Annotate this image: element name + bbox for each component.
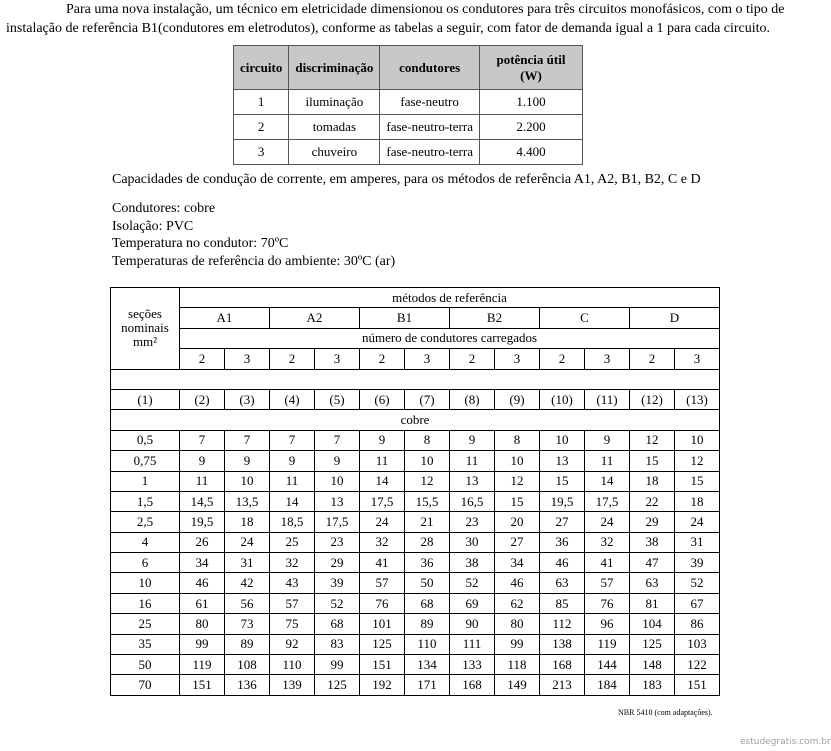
condition-condutores: Condutores: cobre bbox=[112, 201, 216, 216]
capacity-cell: 10 bbox=[675, 430, 720, 450]
capacity-cell: 9 bbox=[360, 430, 405, 450]
header-potencia: potência útil (W) bbox=[479, 46, 582, 90]
cell: iluminação bbox=[289, 90, 380, 115]
capacity-cell: 28 bbox=[405, 532, 450, 552]
capacity-cell: 26 bbox=[180, 532, 225, 552]
method-b2: B2 bbox=[450, 308, 540, 328]
capacity-cell: 11 bbox=[270, 471, 315, 491]
capacity-cell: 171 bbox=[405, 675, 450, 695]
method-a1: A1 bbox=[180, 308, 270, 328]
capacity-cell: 18 bbox=[630, 471, 675, 491]
capacity-cell: 39 bbox=[675, 553, 720, 573]
capacity-cell: 52 bbox=[450, 573, 495, 593]
method-a2: A2 bbox=[270, 308, 360, 328]
capacity-cell: 15 bbox=[630, 451, 675, 471]
capacity-cell: 30 bbox=[450, 532, 495, 552]
watermark: estudegratis.com.br bbox=[740, 737, 831, 747]
capacity-cell: 63 bbox=[540, 573, 585, 593]
header-discriminacao: discriminação bbox=[289, 46, 380, 90]
column-number-cell: (6) bbox=[360, 389, 405, 409]
section-cell: 0,5 bbox=[111, 430, 180, 450]
capacity-cell: 15 bbox=[540, 471, 585, 491]
capacity-cell: 46 bbox=[180, 573, 225, 593]
capacity-cell: 99 bbox=[315, 655, 360, 675]
loaded-count-cell: 2 bbox=[630, 349, 675, 369]
capacity-cell: 80 bbox=[180, 614, 225, 634]
capacity-cell: 86 bbox=[675, 614, 720, 634]
table-row bbox=[111, 553, 720, 573]
table-row bbox=[111, 430, 720, 450]
capacity-cell: 36 bbox=[540, 532, 585, 552]
column-number-cell: (1) bbox=[111, 389, 180, 409]
loaded-count-cell: 3 bbox=[405, 349, 450, 369]
cell: fase-neutro-terra bbox=[380, 140, 480, 165]
capacity-cell: 12 bbox=[675, 451, 720, 471]
capacity-cell: 184 bbox=[585, 675, 630, 695]
column-number-cell: (11) bbox=[585, 389, 630, 409]
table-row bbox=[111, 512, 720, 532]
capacity-cell: 39 bbox=[315, 573, 360, 593]
capacity-cell: 17,5 bbox=[360, 491, 405, 511]
material-label: cobre bbox=[111, 410, 720, 430]
blank-cell bbox=[111, 369, 720, 389]
capacity-cell: 8 bbox=[405, 430, 450, 450]
capacity-cell: 192 bbox=[360, 675, 405, 695]
capacity-cell: 56 bbox=[225, 593, 270, 613]
capacity-cell: 32 bbox=[360, 532, 405, 552]
capacity-caption: Capacidades de condução de corrente, em amperes, para os métodos de referência A1, A2, B1, B2, C e D bbox=[112, 172, 701, 187]
capacity-cell: 9 bbox=[315, 451, 360, 471]
methods-header: métodos de referência bbox=[180, 288, 720, 308]
capacity-cell: 43 bbox=[270, 573, 315, 593]
capacity-cell: 68 bbox=[315, 614, 360, 634]
capacity-cell: 17,5 bbox=[315, 512, 360, 532]
column-number-cell: (4) bbox=[270, 389, 315, 409]
capacity-cell: 136 bbox=[225, 675, 270, 695]
cell: chuveiro bbox=[289, 140, 380, 165]
capacity-cell: 16,5 bbox=[450, 491, 495, 511]
capacity-cell: 151 bbox=[180, 675, 225, 695]
capacity-cell: 38 bbox=[630, 532, 675, 552]
cell: 1.100 bbox=[479, 90, 582, 115]
capacity-cell: 151 bbox=[360, 655, 405, 675]
cell: 1 bbox=[234, 90, 289, 115]
capacity-cell: 73 bbox=[225, 614, 270, 634]
capacity-cell: 75 bbox=[270, 614, 315, 634]
column-number-cell: (8) bbox=[450, 389, 495, 409]
capacity-cell: 50 bbox=[405, 573, 450, 593]
capacity-cell: 13 bbox=[315, 491, 360, 511]
intro-line-2: instalação de referência B1(condutores em eletrodutos), conforme as tabelas a seguir, com fator de demanda igual a 1 para cada circuito. bbox=[6, 21, 771, 36]
capacity-cell: 148 bbox=[630, 655, 675, 675]
loaded-header-row bbox=[111, 328, 720, 348]
capacity-cell: 89 bbox=[225, 634, 270, 654]
loaded-count-cell: 3 bbox=[495, 349, 540, 369]
capacity-cell: 139 bbox=[270, 675, 315, 695]
capacity-cell: 12 bbox=[405, 471, 450, 491]
material-row bbox=[111, 410, 720, 430]
capacity-cell: 62 bbox=[495, 593, 540, 613]
section-cell: 50 bbox=[111, 655, 180, 675]
method-c: C bbox=[540, 308, 630, 328]
column-number-cell: (10) bbox=[540, 389, 585, 409]
capacity-cell: 17,5 bbox=[585, 491, 630, 511]
capacity-cell: 80 bbox=[495, 614, 540, 634]
section-cell: 70 bbox=[111, 675, 180, 695]
capacity-cell: 9 bbox=[225, 451, 270, 471]
loaded-row bbox=[111, 349, 720, 369]
capacity-cell: 104 bbox=[630, 614, 675, 634]
capacity-cell: 68 bbox=[405, 593, 450, 613]
table-row bbox=[234, 115, 583, 140]
conditions-list bbox=[112, 200, 395, 270]
column-number-cell: (7) bbox=[405, 389, 450, 409]
column-number-cell: (13) bbox=[675, 389, 720, 409]
capacity-cell: 9 bbox=[270, 451, 315, 471]
capacity-cell: 96 bbox=[585, 614, 630, 634]
capacity-cell: 11 bbox=[450, 451, 495, 471]
column-numbers-row bbox=[111, 389, 720, 409]
capacity-cell: 89 bbox=[405, 614, 450, 634]
blank-row bbox=[111, 369, 720, 389]
circuits-header-row bbox=[234, 46, 583, 90]
section-cell: 2,5 bbox=[111, 512, 180, 532]
capacity-cell: 24 bbox=[675, 512, 720, 532]
capacity-cell: 149 bbox=[495, 675, 540, 695]
table-row bbox=[111, 675, 720, 695]
capacity-cell: 9 bbox=[585, 430, 630, 450]
capacity-cell: 57 bbox=[270, 593, 315, 613]
capacity-cell: 24 bbox=[360, 512, 405, 532]
column-number-cell: (3) bbox=[225, 389, 270, 409]
capacity-cell: 18 bbox=[225, 512, 270, 532]
capacity-cell: 34 bbox=[180, 553, 225, 573]
cell: 2 bbox=[234, 115, 289, 140]
capacity-cell: 119 bbox=[180, 655, 225, 675]
method-d: D bbox=[630, 308, 720, 328]
capacity-cell: 11 bbox=[360, 451, 405, 471]
method-names-row bbox=[111, 308, 720, 328]
capacity-cell: 19,5 bbox=[180, 512, 225, 532]
capacity-cell: 11 bbox=[585, 451, 630, 471]
section-cell: 16 bbox=[111, 593, 180, 613]
capacity-cell: 13,5 bbox=[225, 491, 270, 511]
capacity-cell: 10 bbox=[540, 430, 585, 450]
loaded-count-cell: 3 bbox=[225, 349, 270, 369]
capacity-cell: 110 bbox=[405, 634, 450, 654]
capacity-cell: 13 bbox=[450, 471, 495, 491]
section-cell: 1,5 bbox=[111, 491, 180, 511]
table-row bbox=[111, 491, 720, 511]
capacity-cell: 10 bbox=[315, 471, 360, 491]
capacity-cell: 7 bbox=[315, 430, 360, 450]
capacity-cell: 183 bbox=[630, 675, 675, 695]
capacity-cell: 22 bbox=[630, 491, 675, 511]
capacity-cell: 112 bbox=[540, 614, 585, 634]
capacity-cell: 168 bbox=[540, 655, 585, 675]
capacity-cell: 61 bbox=[180, 593, 225, 613]
capacity-cell: 13 bbox=[540, 451, 585, 471]
capacity-cell: 18 bbox=[675, 491, 720, 511]
loaded-count-cell: 3 bbox=[315, 349, 360, 369]
section-cell: 6 bbox=[111, 553, 180, 573]
capacity-cell: 19,5 bbox=[540, 491, 585, 511]
capacity-table bbox=[110, 287, 720, 696]
capacity-cell: 15,5 bbox=[405, 491, 450, 511]
loaded-count-cell: 2 bbox=[360, 349, 405, 369]
cell: 2.200 bbox=[479, 115, 582, 140]
capacity-cell: 76 bbox=[360, 593, 405, 613]
table-row bbox=[111, 532, 720, 552]
table-row bbox=[111, 634, 720, 654]
capacity-cell: 76 bbox=[585, 593, 630, 613]
capacity-cell: 34 bbox=[495, 553, 540, 573]
capacity-cell: 42 bbox=[225, 573, 270, 593]
capacity-cell: 27 bbox=[540, 512, 585, 532]
capacity-cell: 52 bbox=[675, 573, 720, 593]
capacity-cell: 122 bbox=[675, 655, 720, 675]
capacity-cell: 46 bbox=[495, 573, 540, 593]
capacity-cell: 24 bbox=[225, 532, 270, 552]
loaded-count-cell: 2 bbox=[540, 349, 585, 369]
capacity-cell: 23 bbox=[315, 532, 360, 552]
capacity-cell: 99 bbox=[180, 634, 225, 654]
capacity-cell: 125 bbox=[360, 634, 405, 654]
table-row bbox=[234, 140, 583, 165]
capacity-cell: 21 bbox=[405, 512, 450, 532]
capacity-cell: 83 bbox=[315, 634, 360, 654]
column-number-cell: (5) bbox=[315, 389, 360, 409]
intro-line-1: Para uma nova instalação, um técnico em eletricidade dimensionou os condutores para três circuitos monofásicos, com o tipo de bbox=[66, 2, 785, 17]
sections-header: seções nominais mm² bbox=[111, 288, 180, 370]
capacity-cell: 8 bbox=[495, 430, 540, 450]
capacity-cell: 38 bbox=[450, 553, 495, 573]
capacity-cell: 57 bbox=[585, 573, 630, 593]
capacity-cell: 11 bbox=[180, 471, 225, 491]
capacity-cell: 99 bbox=[495, 634, 540, 654]
capacity-cell: 133 bbox=[450, 655, 495, 675]
condition-temp-ambiente: Temperaturas de referência do ambiente: 30ºC (ar) bbox=[112, 253, 396, 269]
loaded-count-cell: 2 bbox=[180, 349, 225, 369]
capacity-cell: 125 bbox=[315, 675, 360, 695]
capacity-cell: 57 bbox=[360, 573, 405, 593]
cell: tomadas bbox=[289, 115, 380, 140]
capacity-cell: 85 bbox=[540, 593, 585, 613]
loaded-count-cell: 3 bbox=[585, 349, 630, 369]
capacity-cell: 14,5 bbox=[180, 491, 225, 511]
capacity-cell: 67 bbox=[675, 593, 720, 613]
capacity-cell: 92 bbox=[270, 634, 315, 654]
capacity-cell: 144 bbox=[585, 655, 630, 675]
capacity-cell: 119 bbox=[585, 634, 630, 654]
capacity-cell: 32 bbox=[585, 532, 630, 552]
capacity-cell: 10 bbox=[495, 451, 540, 471]
capacity-cell: 14 bbox=[585, 471, 630, 491]
capacity-cell: 103 bbox=[675, 634, 720, 654]
cell: 4.400 bbox=[479, 140, 582, 165]
capacity-cell: 168 bbox=[450, 675, 495, 695]
source-note: NBR 5410 (com adaptações). bbox=[618, 708, 713, 717]
cell: fase-neutro-terra bbox=[380, 115, 480, 140]
capacity-cell: 12 bbox=[630, 430, 675, 450]
section-cell: 10 bbox=[111, 573, 180, 593]
table-row bbox=[111, 655, 720, 675]
loaded-count-cell: 3 bbox=[675, 349, 720, 369]
table-row bbox=[111, 573, 720, 593]
cell: 3 bbox=[234, 140, 289, 165]
capacity-cell: 14 bbox=[270, 491, 315, 511]
capacity-cell: 125 bbox=[630, 634, 675, 654]
capacity-cell: 7 bbox=[225, 430, 270, 450]
capacity-cell: 31 bbox=[225, 553, 270, 573]
capacity-cell: 63 bbox=[630, 573, 675, 593]
capacity-cell: 20 bbox=[495, 512, 540, 532]
capacity-cell: 31 bbox=[675, 532, 720, 552]
capacity-cell: 9 bbox=[450, 430, 495, 450]
loaded-header: número de condutores carregados bbox=[180, 328, 720, 348]
table-row bbox=[234, 90, 583, 115]
capacity-cell: 10 bbox=[405, 451, 450, 471]
capacity-cell: 110 bbox=[270, 655, 315, 675]
capacity-cell: 213 bbox=[540, 675, 585, 695]
capacity-cell: 15 bbox=[675, 471, 720, 491]
capacity-cell: 41 bbox=[585, 553, 630, 573]
capacity-cell: 118 bbox=[495, 655, 540, 675]
table-row bbox=[111, 471, 720, 491]
capacity-cell: 29 bbox=[630, 512, 675, 532]
capacity-cell: 18,5 bbox=[270, 512, 315, 532]
capacity-cell: 15 bbox=[495, 491, 540, 511]
capacity-cell: 27 bbox=[495, 532, 540, 552]
capacity-cell: 10 bbox=[225, 471, 270, 491]
table-row bbox=[111, 451, 720, 471]
capacity-cell: 138 bbox=[540, 634, 585, 654]
capacity-cell: 25 bbox=[270, 532, 315, 552]
capacity-cell: 108 bbox=[225, 655, 270, 675]
capacity-cell: 69 bbox=[450, 593, 495, 613]
capacity-cell: 46 bbox=[540, 553, 585, 573]
capacity-cell: 90 bbox=[450, 614, 495, 634]
cell: fase-neutro bbox=[380, 90, 480, 115]
capacity-cell: 7 bbox=[270, 430, 315, 450]
capacity-cell: 101 bbox=[360, 614, 405, 634]
capacity-cell: 36 bbox=[405, 553, 450, 573]
header-circuito: circuito bbox=[234, 46, 289, 90]
loaded-count-cell: 2 bbox=[270, 349, 315, 369]
capacity-cell: 111 bbox=[450, 634, 495, 654]
condition-temp-condutor: Temperatura no condutor: 70ºC bbox=[112, 236, 289, 251]
table-row bbox=[111, 593, 720, 613]
section-cell: 0,75 bbox=[111, 451, 180, 471]
methods-row bbox=[111, 288, 720, 308]
section-cell: 35 bbox=[111, 634, 180, 654]
column-number-cell: (2) bbox=[180, 389, 225, 409]
capacity-cell: 23 bbox=[450, 512, 495, 532]
column-number-cell: (9) bbox=[495, 389, 540, 409]
capacity-cell: 24 bbox=[585, 512, 630, 532]
capacity-cell: 29 bbox=[315, 553, 360, 573]
capacity-cell: 134 bbox=[405, 655, 450, 675]
condition-isolacao: Isolação: PVC bbox=[112, 218, 194, 234]
capacity-cell: 32 bbox=[270, 553, 315, 573]
section-cell: 1 bbox=[111, 471, 180, 491]
capacity-cell: 52 bbox=[315, 593, 360, 613]
circuits-table bbox=[233, 45, 583, 165]
section-cell: 25 bbox=[111, 614, 180, 634]
section-cell: 4 bbox=[111, 532, 180, 552]
capacity-cell: 12 bbox=[495, 471, 540, 491]
capacity-cell: 81 bbox=[630, 593, 675, 613]
capacity-cell: 9 bbox=[180, 451, 225, 471]
capacity-cell: 47 bbox=[630, 553, 675, 573]
capacity-cell: 151 bbox=[675, 675, 720, 695]
table-row bbox=[111, 614, 720, 634]
capacity-cell: 14 bbox=[360, 471, 405, 491]
loaded-count-cell: 2 bbox=[450, 349, 495, 369]
column-number-cell: (12) bbox=[630, 389, 675, 409]
capacity-cell: 41 bbox=[360, 553, 405, 573]
method-b1: B1 bbox=[360, 308, 450, 328]
capacity-cell: 7 bbox=[180, 430, 225, 450]
header-condutores: condutores bbox=[380, 46, 480, 90]
